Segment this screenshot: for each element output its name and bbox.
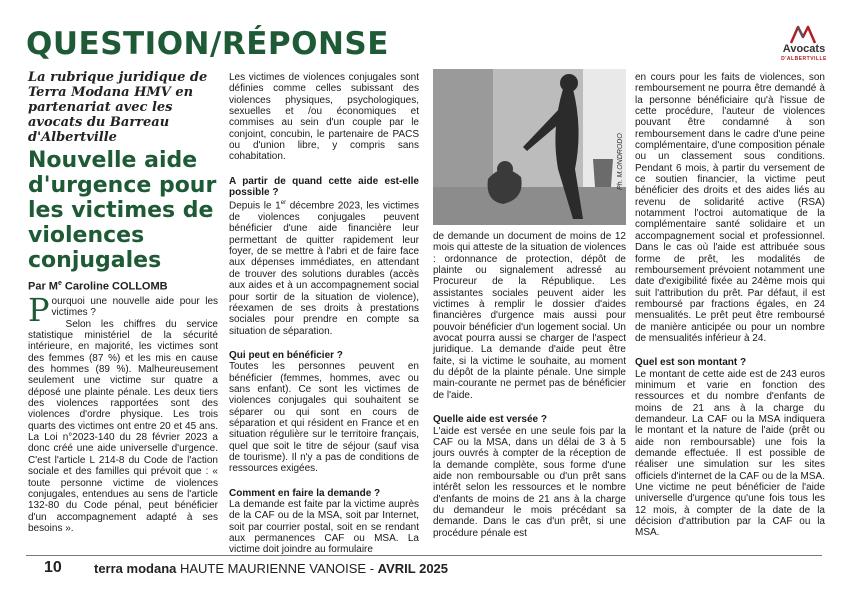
col3-heading-aid: Quelle aide est versée ? — [433, 414, 547, 426]
col2-paragraph-4: La demande est faite par la victime auprès de la CAF ou de la MSA, soit par Internet, soit par courrier postal, soit en se rendant aux permanences CAF ou MSA. La victime doit joindre au formulaire — [229, 499, 419, 556]
column-2 — [229, 72, 419, 556]
col2-heading-how: Comment en faire la demande ? — [229, 487, 381, 499]
violence-scene-illustration — [433, 69, 626, 225]
photo-credit: Ph. M.ONDRODO — [617, 133, 624, 190]
rubric-intro: La rubrique juridique de Terra Modana HMV en partenariat avec les avocats du Barreau d'Albertville — [28, 70, 208, 145]
footer-magazine: terra modana — [94, 561, 180, 576]
footer-masthead — [94, 561, 448, 576]
byline-sup: e — [57, 280, 62, 287]
col2-heading-who: Qui peut en bénéficier ? — [229, 349, 343, 361]
article-photo — [433, 69, 626, 225]
column-4 — [635, 72, 825, 539]
col4-paragraph-2: Le montant de cette aide est de 243 euros minimum et varie en fonction des ressources et du nombre d'enfants de moins de 21 ans à la charge du demandeur. La CAF ou la MSA indiquera le montant et la nature de l'aide (prêt ou aide non remboursable) une fois la demande effectuée. Il est possible de réaliser une simulation sur les sites officiels d'internet de la CAF ou de la MSA. Une victime ne peut bénéficier de l'aide universelle d'urgence qu'une fois tous les 12 mois, à compter de la date de la décision d'attribution par la CAF ou la MSA. — [635, 368, 825, 539]
logo-word: Avocats — [782, 43, 826, 55]
column-1 — [28, 291, 218, 534]
footer-issue: AVRIL 2025 — [377, 561, 449, 576]
article-headline: Nouvelle aide d'urgence pour les victimes de violences conjugales — [28, 148, 217, 273]
col4-heading-amount: Quel est son montant ? — [635, 357, 747, 369]
col1-question: ourquoi une nouvelle aide pour les victimes ? — [51, 296, 218, 319]
page-number: 10 — [44, 559, 62, 576]
avocats-logo — [774, 24, 834, 68]
col2-heading-when: A partir de quand cette aide est-elle possible ? — [229, 175, 419, 199]
column-3 — [433, 231, 626, 539]
col3-paragraph-1: de demande un document de moins de 12 mois qui atteste de la situation de violences : ordonnance de protection, dépôt de plainte ou signalement adressé au Procureur de la République. Les assistantes sociales peuvent aider les victimes à remplir le dossier d'aides financières d'urgence mais aussi pour pouvoir bénéficier d'un logement social. Un avocat pourra aussi se charger de l'aspect juridique. La demande d'aide peut être faite, si la victime le souhaite, au moment du dépôt de la plainte pénale. Une simple main-courante ne permet pas de bénéficier de l'aide. — [433, 231, 626, 401]
logo-mark-icon — [788, 24, 818, 44]
col3-paragraph-2: L'aide est versée en une seule fois par la CAF ou la MSA, dans un délai de 3 à 5 jours ouvrés à compter de la réception de la demande complète, sous forme d'une aide non remboursable ou d'un prêt sans intérêt selon les ressources et le nombre d'enfants de moins de 21 ans à la charge du demandeur le mois précédant sa demande. Dans le cas d'un prêt, si une procédure pénale est — [433, 425, 626, 539]
col2-paragraph-2: Depuis le 1er décembre 2023, les victimes de violences conjugales peuvent bénéficier d'une aide financière leur permettant de quitter rapidement leur foyer, de se mettre à l'abri et de faire face aux dépenses immédiates, en attendant de trouver des solutions durables (accès aux aides et à un accompagnement social pour sortir de la situation de violence), réexamen de ses droits à prestations sociales pour prendre en compte sa situation de séparation. — [229, 200, 419, 337]
section-title: QUESTION/RÉPONSE — [26, 26, 389, 62]
byline-author: Caroline COLLOMB — [61, 280, 168, 293]
col2-paragraph-3: Toutes les personnes peuvent en bénéficier (femmes, hommes, avec ou sans enfant). Ce sont les victimes de violences conjugales qui souhaitent se séparer ou qui sont en cours de séparation et qui résident en France et en situation régulière sur le territoire français, quel que soit le titre de séjour (sauf visa de tourisme). Il n'y a pas de conditions de ressources exigées. — [229, 361, 419, 475]
col4-paragraph-1: en cours pour les faits de violences, son remboursement ne pourra être demandé à la personne bénéficiaire qu'à l'issue de cette procédure, l'auteur de violences pouvant être condamné à son remboursement dans le cadre d'une peine complémentaire, d'une composition pénale ou un classement sous conditions. Pendant 6 mois, à partir du versement de ce soutien financier, la victime peut bénéficier des droits et des aides liés au revenu de solidarité active (RSA) notamment l'octroi automatique de la complémentaire santé solidaire et un accompagnement social et professionnel. Dans le cas où l'aide est attribuée sous forme de prêt, les modalités de remboursement prévoient notamment une date d'exigibilité fixée au 24ème mois qui suit l'attribution du prêt. Par défaut, il est remboursé par fractions égales, en 24 mensualités. Le prêt peut être remboursé de manière anticipée ou pour un nombre de mensualités inférieur à 24. — [635, 72, 825, 344]
col1-paragraph: Selon les chiffres du service statistique ministériel de la sécurité intérieure, en majorité, les victimes sont des femmes (87 %) et les mis en cause des hommes (89 %). Malheureusement seulement une victime sur quatre a déposé une plainte pénale. Les deux tiers des violences rapportées sont des violences d'ordre physique. Les trois quarts des victimes ont entre 20 et 45 ans. La Loi n°2023-140 du 28 février 2023 a donc créé une aide universelle d'urgence. C'est l'article L 214-8 du Code de l'action sociale et des familles qui prévoit que : « toute personne victime de violences conjugales, entendues au sens de l'article 132-80 du Code pénal, peut bénéficier d'un accompagnement adapté à ses besoins ». — [28, 318, 218, 534]
footer-region: HAUTE MAURIENNE VANOISE - — [179, 561, 378, 576]
drop-cap: P — [28, 291, 50, 329]
byline-prefix: Par M — [28, 280, 58, 293]
logo-subtitle: D'ALBERTVILLE — [781, 56, 827, 62]
footer-rule — [26, 555, 822, 556]
col2-paragraph-1: Les victimes de violences conjugales sont définies comme celles subissant des violences physiques, psychologiques, sexuelles et /ou économiques et commises au sein d'un couple par le conjoint, concubin, le partenaire de PACS ou d'union libre, y compris sans cohabitation. — [229, 72, 419, 163]
